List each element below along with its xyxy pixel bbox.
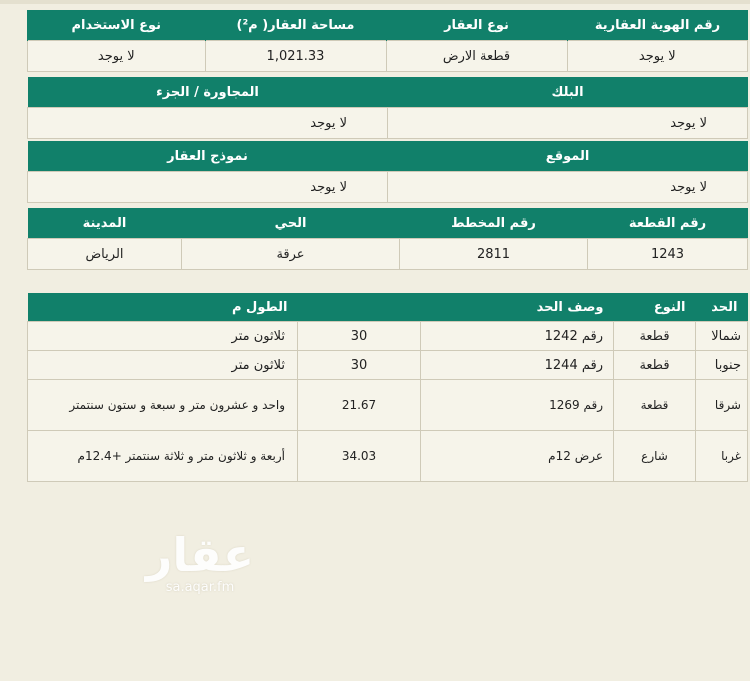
header-plot-number: رقم القطعة <box>588 208 748 239</box>
description-cell: رقم 1244 <box>421 351 614 380</box>
value-row <box>28 108 748 139</box>
header-block: البلك <box>388 77 748 108</box>
value-usage-type: لا يوجد <box>28 41 206 72</box>
kind-cell: قطعة <box>614 380 696 431</box>
value-property-type: قطعة الارض <box>386 41 567 72</box>
boundary-row-east <box>28 380 748 431</box>
header-district: الحي <box>182 208 400 239</box>
header-length: الطول م <box>28 293 298 322</box>
side-cell: غربا <box>696 431 748 482</box>
value-property-area: 1,021.33 <box>205 41 386 72</box>
aqar-logo: عقار <box>145 528 255 582</box>
value-plan-number: 2811 <box>400 239 588 270</box>
value-block: لا يوجد <box>388 108 748 139</box>
aqar-url: sa.aqar.fm <box>165 580 235 595</box>
value-row <box>28 41 748 72</box>
length-number-cell: 30 <box>298 322 421 351</box>
length-text-cell: أربعة و ثلاثون متر و ثلاثة سنتمتر +12.4م <box>28 431 298 482</box>
header-row <box>28 208 748 239</box>
property-info-table-1 <box>27 10 748 72</box>
header-city: المدينة <box>28 208 182 239</box>
boundaries-table <box>27 293 748 482</box>
length-number-cell: 34.03 <box>298 431 421 482</box>
boundary-row-west <box>28 431 748 482</box>
description-cell: رقم 1269 <box>421 380 614 431</box>
aqar-watermark <box>140 530 260 596</box>
value-property-id: لا يوجد <box>567 41 748 72</box>
header-row <box>28 77 748 108</box>
value-city: الرياض <box>28 239 182 270</box>
length-number-cell: 30 <box>298 351 421 380</box>
top-edge <box>0 0 750 4</box>
length-text-cell: واحد و عشرون متر و سبعة و ستون سنتمتر <box>28 380 298 431</box>
value-plot-number: 1243 <box>588 239 748 270</box>
side-cell: جنوبا <box>696 351 748 380</box>
property-info-table-3 <box>27 141 748 203</box>
header-usage-type: نوع الاستخدام <box>28 10 206 41</box>
length-number-cell: 21.67 <box>298 380 421 431</box>
boundary-row-north <box>28 322 748 351</box>
boundaries-header-row <box>28 293 748 322</box>
header-description: وصف الحد <box>421 293 614 322</box>
kind-cell: شارع <box>614 431 696 482</box>
header-location: الموقع <box>388 141 748 172</box>
boundary-row-south <box>28 351 748 380</box>
value-row <box>28 172 748 203</box>
property-info-table-4 <box>27 208 748 270</box>
value-property-model: لا يوجد <box>28 172 388 203</box>
header-property-area: مساحة العقار( م²) <box>205 10 386 41</box>
value-neighborhood-part: لا يوجد <box>28 108 388 139</box>
value-district: عرقة <box>182 239 400 270</box>
header-property-type: نوع العقار <box>386 10 567 41</box>
description-cell: عرض 12م <box>421 431 614 482</box>
side-cell: شرقا <box>696 380 748 431</box>
description-cell: رقم 1242 <box>421 322 614 351</box>
header-neighborhood-part: المجاورة / الجزء <box>28 77 388 108</box>
value-row <box>28 239 748 270</box>
header-side: الحد <box>696 293 748 322</box>
header-plan-number: رقم المخطط <box>400 208 588 239</box>
header-row <box>28 10 748 41</box>
header-property-id: رقم الهوية العقارية <box>567 10 748 41</box>
header-kind: النوع <box>614 293 696 322</box>
length-text-cell: ثلاثون متر <box>28 322 298 351</box>
value-location: لا يوجد <box>388 172 748 203</box>
header-property-model: نموذج العقار <box>28 141 388 172</box>
length-text-cell: ثلاثون متر <box>28 351 298 380</box>
kind-cell: قطعة <box>614 351 696 380</box>
property-info-table-2 <box>27 77 748 139</box>
kind-cell: قطعة <box>614 322 696 351</box>
header-row <box>28 141 748 172</box>
side-cell: شمالا <box>696 322 748 351</box>
